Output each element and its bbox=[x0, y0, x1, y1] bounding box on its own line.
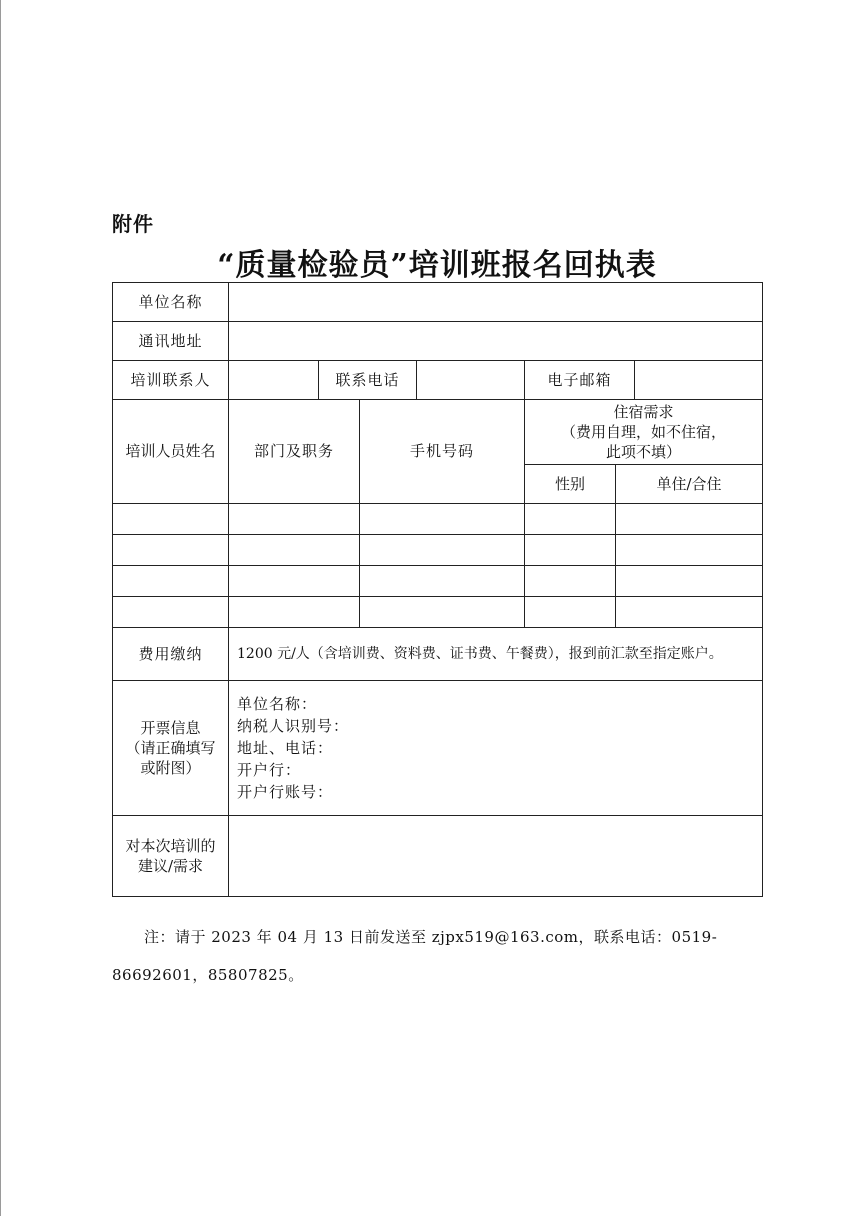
trainee-name-cell[interactable] bbox=[113, 566, 229, 597]
invoice-label-line-3: 或附图） bbox=[140, 759, 201, 778]
fee-label: 费用缴纳 bbox=[113, 628, 229, 681]
trainee-name-cell[interactable] bbox=[113, 597, 229, 628]
suggestion-label-line-1: 对本次培训的 bbox=[125, 836, 216, 855]
accommodation-line-3: 此项不填） bbox=[606, 443, 682, 462]
form-title: “质量检验员”培训班报名回执表 bbox=[217, 248, 657, 283]
trainee-mobile-cell[interactable] bbox=[360, 535, 525, 566]
registration-form-table bbox=[112, 282, 763, 897]
invoice-label-line-1: 开票信息 bbox=[140, 718, 201, 737]
gender-header: 性别 bbox=[525, 465, 616, 504]
trainee-row bbox=[113, 504, 763, 535]
invoice-tax-id-line: 纳税人识别号： bbox=[237, 717, 350, 735]
footnote: 注：请于 2023 年 04 月 13 日前发送至 zjpx519@163.com，联系电话：0519-86692601，85807825。 bbox=[112, 928, 718, 984]
address-field[interactable] bbox=[229, 322, 763, 361]
trainee-row bbox=[113, 566, 763, 597]
invoice-bank-account-line: 开户行账号： bbox=[237, 783, 334, 801]
trainee-header-row-1 bbox=[113, 400, 763, 465]
unit-name-label: 单位名称 bbox=[113, 283, 229, 322]
page-edge-line bbox=[0, 0, 1, 1216]
trainee-mobile-cell[interactable] bbox=[360, 504, 525, 535]
trainee-gender-cell[interactable] bbox=[525, 535, 616, 566]
accommodation-header bbox=[525, 400, 763, 465]
trainee-room-cell[interactable] bbox=[616, 597, 763, 628]
invoice-row bbox=[113, 681, 763, 816]
trainee-room-cell[interactable] bbox=[616, 504, 763, 535]
unit-name-field[interactable] bbox=[229, 283, 763, 322]
accommodation-line-1: 住宿需求 bbox=[613, 402, 674, 421]
fee-text: 1200 元/人（含培训费、资料费、证书费、午餐费），报到前汇款至指定账户。 bbox=[229, 628, 763, 681]
fee-row bbox=[113, 628, 763, 681]
trainee-name-header: 培训人员姓名 bbox=[113, 400, 229, 504]
trainee-dept-cell[interactable] bbox=[229, 566, 360, 597]
unit-name-row bbox=[113, 283, 763, 322]
trainee-dept-cell[interactable] bbox=[229, 504, 360, 535]
trainee-dept-cell[interactable] bbox=[229, 535, 360, 566]
invoice-fields-list bbox=[229, 693, 762, 803]
suggestion-row bbox=[113, 816, 763, 897]
mobile-header: 手机号码 bbox=[360, 400, 525, 504]
suggestion-label bbox=[113, 816, 229, 897]
trainee-room-cell[interactable] bbox=[616, 535, 763, 566]
invoice-address-phone-line: 地址、电话： bbox=[237, 739, 334, 757]
room-type-header: 单住/合住 bbox=[616, 465, 763, 504]
address-label: 通讯地址 bbox=[113, 322, 229, 361]
trainee-name-cell[interactable] bbox=[113, 535, 229, 566]
trainee-name-cell[interactable] bbox=[113, 504, 229, 535]
trainee-mobile-cell[interactable] bbox=[360, 566, 525, 597]
attachment-label: 附件 bbox=[112, 212, 154, 236]
address-row bbox=[113, 322, 763, 361]
suggestion-field[interactable] bbox=[229, 816, 763, 897]
suggestion-label-line-2: 建议/需求 bbox=[137, 857, 204, 875]
email-label: 电子邮箱 bbox=[525, 361, 635, 400]
contact-person-label: 培训联系人 bbox=[113, 361, 229, 400]
trainee-mobile-cell[interactable] bbox=[360, 597, 525, 628]
invoice-unit-name-line: 单位名称： bbox=[237, 695, 318, 713]
trainee-gender-cell[interactable] bbox=[525, 504, 616, 535]
contact-phone-field[interactable] bbox=[417, 361, 525, 400]
trainee-gender-cell[interactable] bbox=[525, 597, 616, 628]
trainee-room-cell[interactable] bbox=[616, 566, 763, 597]
contact-person-field[interactable] bbox=[229, 361, 319, 400]
trainee-dept-cell[interactable] bbox=[229, 597, 360, 628]
dept-position-header: 部门及职务 bbox=[229, 400, 360, 504]
invoice-bank-line: 开户行： bbox=[237, 761, 302, 779]
invoice-field[interactable] bbox=[229, 681, 763, 816]
contact-phone-label: 联系电话 bbox=[319, 361, 417, 400]
trainee-gender-cell[interactable] bbox=[525, 566, 616, 597]
trainee-row bbox=[113, 535, 763, 566]
invoice-label-line-2: （请正确填写 bbox=[125, 738, 216, 757]
email-field[interactable] bbox=[635, 361, 763, 400]
contact-row bbox=[113, 361, 763, 400]
invoice-label bbox=[113, 681, 229, 816]
accommodation-line-2: （费用自理，如不住宿， bbox=[561, 422, 727, 441]
trainee-row bbox=[113, 597, 763, 628]
